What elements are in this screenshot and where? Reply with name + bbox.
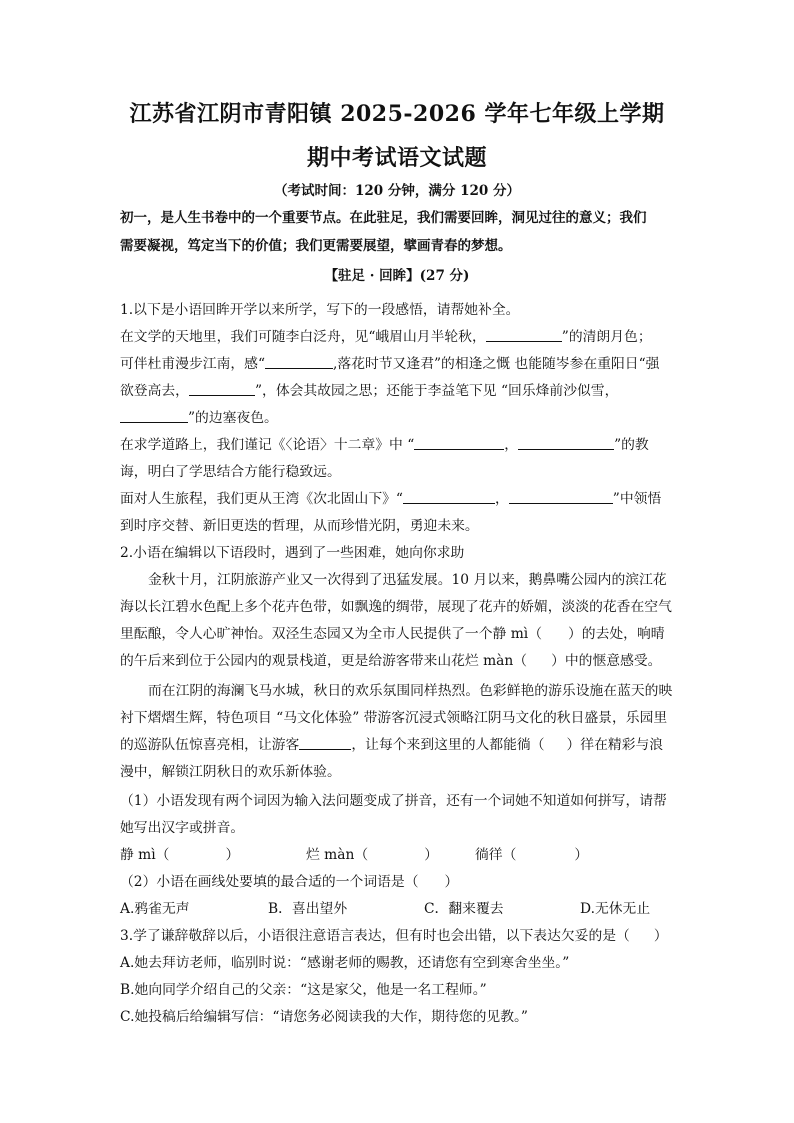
q1-line9: 到时序交替、新旧更迭的哲理，从而珍惜光阴，勇迎未来。: [120, 518, 479, 534]
intro-line1: 初一，是人生书卷中的一个重要节点。在此驻足，我们需要回眸，洞见过往的意义；我们: [120, 210, 647, 226]
q2-para-line: 而在江阴的海澜飞马水城，秋日的欢乐氛围同样热烈。色彩鲜艳的游乐设施在蓝天的映: [148, 683, 673, 699]
q2-para-line: 漫中，解锁江阴秋日的欢乐新体验。: [120, 764, 341, 780]
q1-line7: 诲，明白了学思结合方能行稳致远。: [120, 464, 341, 480]
answer-blank[interactable]: [189, 383, 255, 396]
answer-blank[interactable]: [486, 329, 562, 342]
section-title: 【驻足 · 回眸】(27 分): [324, 268, 470, 284]
q2-sub1: （1）小语发现有两个词因为输入法问题变成了拼音，还有一个词她不知道如何拼写，请帮: [120, 793, 667, 809]
answer-blank[interactable]: [403, 491, 495, 504]
fill-jing-mi: 静 mì（ ）: [120, 847, 240, 863]
fill-chang-yang: 徜徉（ ）: [475, 847, 589, 863]
q2-stem: 2.小语在编辑以下语段时，遇到了一些困难，她向你求助: [120, 545, 465, 561]
q1-line3: 可伴杜甫漫步江南，感“ ,落花时节又逢君”的相逢之慨 也能随岑参在重阳日“强: [120, 356, 660, 372]
q1-stem: 1.以下是小语回眸开学以来所学，写下的一段感悟，请帮她补全。: [120, 302, 520, 318]
option-c[interactable]: C．翻来覆去: [424, 901, 504, 917]
answer-blank[interactable]: [120, 410, 188, 423]
q2-para-line: 金秋十月，江阴旅游产业又一次得到了迅猛发展。10 月以来，鹅鼻嘴公园内的滨江花: [148, 572, 667, 588]
answer-blank[interactable]: [518, 437, 614, 450]
fill-lan-man: 烂 màn（ ）: [306, 847, 438, 863]
q3-stem: 3.学了谦辞敬辞以后，小语很注意语言表达，但有时也会出错，以下表达欠妥的是（ ）: [120, 928, 668, 944]
answer-blank[interactable]: [509, 491, 613, 504]
option-a[interactable]: A.鸦雀无声: [120, 901, 190, 917]
q3-option-b[interactable]: B.她向同学介绍自己的父亲：“这是家父，他是一名工程师。”: [120, 982, 487, 998]
intro-line2: 需要凝视，笃定当下的价值；我们更需要展望，擘画青春的梦想。: [120, 238, 512, 254]
q2-para-line: 海以长江碧水色配上多个花卉色带，如飘逸的绸带，展现了花卉的娇媚，淡淡的花香在空气: [120, 599, 672, 615]
q3-option-a[interactable]: A.她去拜访老师，临别时说：“感谢老师的赐教，还请您有空到寒舍坐坐。”: [120, 955, 570, 971]
answer-blank[interactable]: [299, 737, 351, 750]
q1-line2: 在文学的天地里，我们可随李白泛舟，见“峨眉山月半轮秋， ”的清朗月色；: [120, 329, 652, 345]
q2-para-line: 的巡游队伍惊喜亮相，让游客 ，让每个来到这里的人都能徜（ ）徉在精彩与浪: [120, 737, 664, 753]
option-b[interactable]: B．喜出望外: [268, 901, 348, 917]
q3-option-c[interactable]: C.她投稿后给编辑写信：“请您务必阅读我的大作，期待您的见教。”: [120, 1009, 528, 1025]
q2-sub2: （2）小语在画线处要填的最合适的一个词语是（ ）: [120, 874, 459, 890]
q2-para-line: 里酝酿，令人心旷神怡。双泾生态园又为全市人民提供了一个静 mì（ ）的去处，响晴: [120, 626, 665, 642]
q1-line8: 面对人生旅程，我们更从王湾《次北固山下》“ ， ”中领悟: [120, 491, 662, 507]
answer-blank[interactable]: [414, 437, 504, 450]
option-d[interactable]: D.无休无止: [580, 901, 651, 917]
answer-blank[interactable]: [265, 356, 333, 369]
exam-info: （考试时间：120 分钟，满分 120 分）: [274, 183, 520, 199]
q1-line4: 欲登高去， ”，体会其故园之思；还能于李益笔下见 “回乐烽前沙似雪，: [120, 383, 619, 399]
exam-title-line1: 江苏省江阴市青阳镇 2025-2026 学年七年级上学期: [129, 101, 665, 127]
q1-line6: 在求学道路上，我们谨记《〈论语〉十二章》中 “ ， ”的教: [120, 437, 649, 453]
q2-para-line: 衬下熠熠生辉，特色项目 “马文化体验” 带游客沉浸式领略江阴马文化的秋日盛景，乐园里: [120, 710, 668, 726]
q2-para-line: 的午后来到位于公园内的观景栈道，更是给游客带来山花烂 màn（ ）中的惬意感受。: [120, 653, 662, 669]
q2-sub1-cont: 她写出汉字或拼音。: [120, 820, 245, 836]
exam-title-line2: 期中考试语文试题: [306, 145, 487, 171]
q1-line5: ”的边塞夜色。: [120, 406, 278, 426]
